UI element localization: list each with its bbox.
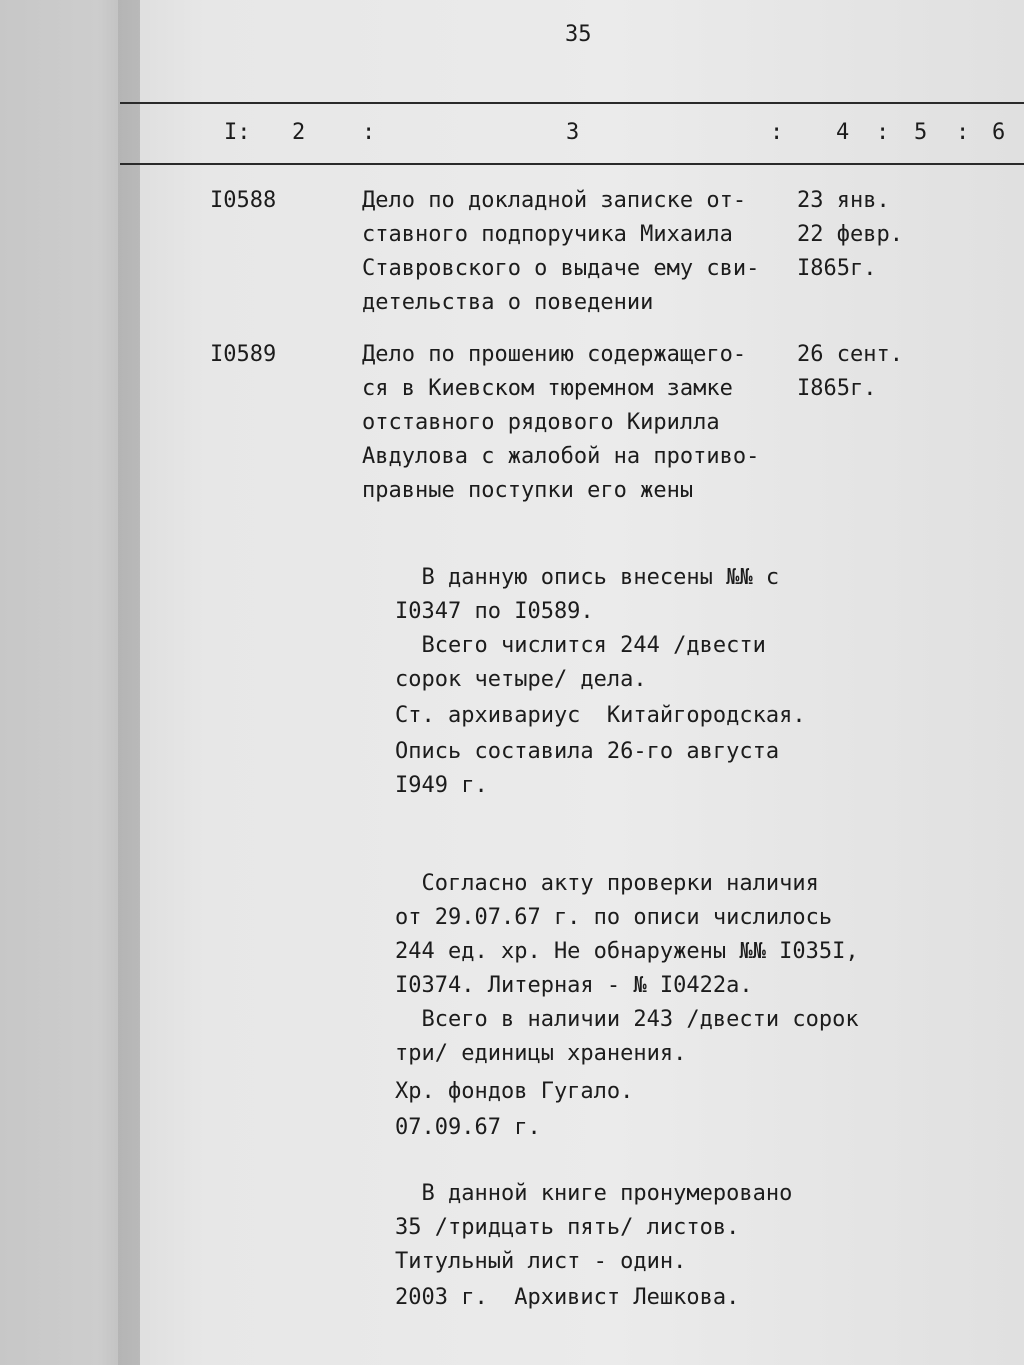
closing-line: В данной книге пронумеровано [395,1181,793,1206]
entry-description-line: детельства о поведении [362,290,654,315]
certification-line: В данную опись внесены №№ с [395,565,780,590]
column-header-4: 4 [836,120,850,145]
verification-line: от 29.07.67 г. по описи числилось [395,905,833,930]
column-header-5: 5 [914,120,928,145]
closing-line: Титульный лист - один. [395,1249,687,1274]
column-header-3: 3 [566,120,580,145]
entry-description-line: ся в Киевском тюремном замке [362,376,733,401]
column-separator: : [770,120,784,145]
entry-description-line: ставного подпоручика Михаила [362,222,733,247]
verification-line: 244 ед. хр. Не обнаружены №№ I035I, [395,939,859,964]
entry-description-line: Дело по докладной записке от- [362,188,747,213]
entry-description-line: Авдулова с жалобой на противо- [362,444,760,469]
verification-line: Всего в наличии 243 /двести сорок [395,1007,859,1032]
certification-date: I949 г. [395,773,488,798]
archivist-signature-line: Ст. архивариус Китайгородская. [395,703,806,728]
closing-line: 35 /тридцать пять/ листов. [395,1215,740,1240]
column-separator: : [362,120,376,145]
header-bottom-rule [120,163,1024,165]
column-separator: : [956,120,970,145]
entry-date-line: 22 февр. [797,222,903,247]
closing-signature-line: 2003 г. Архивист Лешкова. [395,1285,740,1310]
certification-line: сорок четыре/ дела. [395,667,647,692]
custodian-signature-line: Хр. фондов Гугало. [395,1079,634,1104]
entry-description-line: правные поступки его жены [362,478,694,503]
entry-number: I0589 [210,342,277,367]
entry-date-line: 26 сент. [797,342,903,367]
column-separator: : [876,120,890,145]
column-header-2: 2 [292,120,306,145]
entry-date-line: I865г. [797,256,877,281]
entry-date-line: 23 янв. [797,188,890,213]
verification-line: три/ единицы хранения. [395,1041,687,1066]
verification-line: I0374. Литерная - № I0422а. [395,973,753,998]
header-top-rule [120,102,1024,104]
column-header-6: 6 [992,120,1006,145]
verification-line: Согласно акту проверки наличия [395,871,819,896]
entry-description-line: Дело по прошению содержащего- [362,342,747,367]
verification-date: 07.09.67 г. [395,1115,541,1140]
page-number: 35 [565,22,592,47]
entry-description-line: отставного рядового Кирилла [362,410,720,435]
certification-line: Опись составила 26-го августа [395,739,780,764]
entry-description-line: Ставровского о выдаче ему сви- [362,256,760,281]
entry-number: I0588 [210,188,277,213]
entry-date-line: I865г. [797,376,877,401]
certification-line: I0347 по I0589. [395,599,594,624]
column-header-1: I: [224,120,251,145]
certification-line: Всего числится 244 /двести [395,633,766,658]
binding-shadow [118,0,140,1365]
